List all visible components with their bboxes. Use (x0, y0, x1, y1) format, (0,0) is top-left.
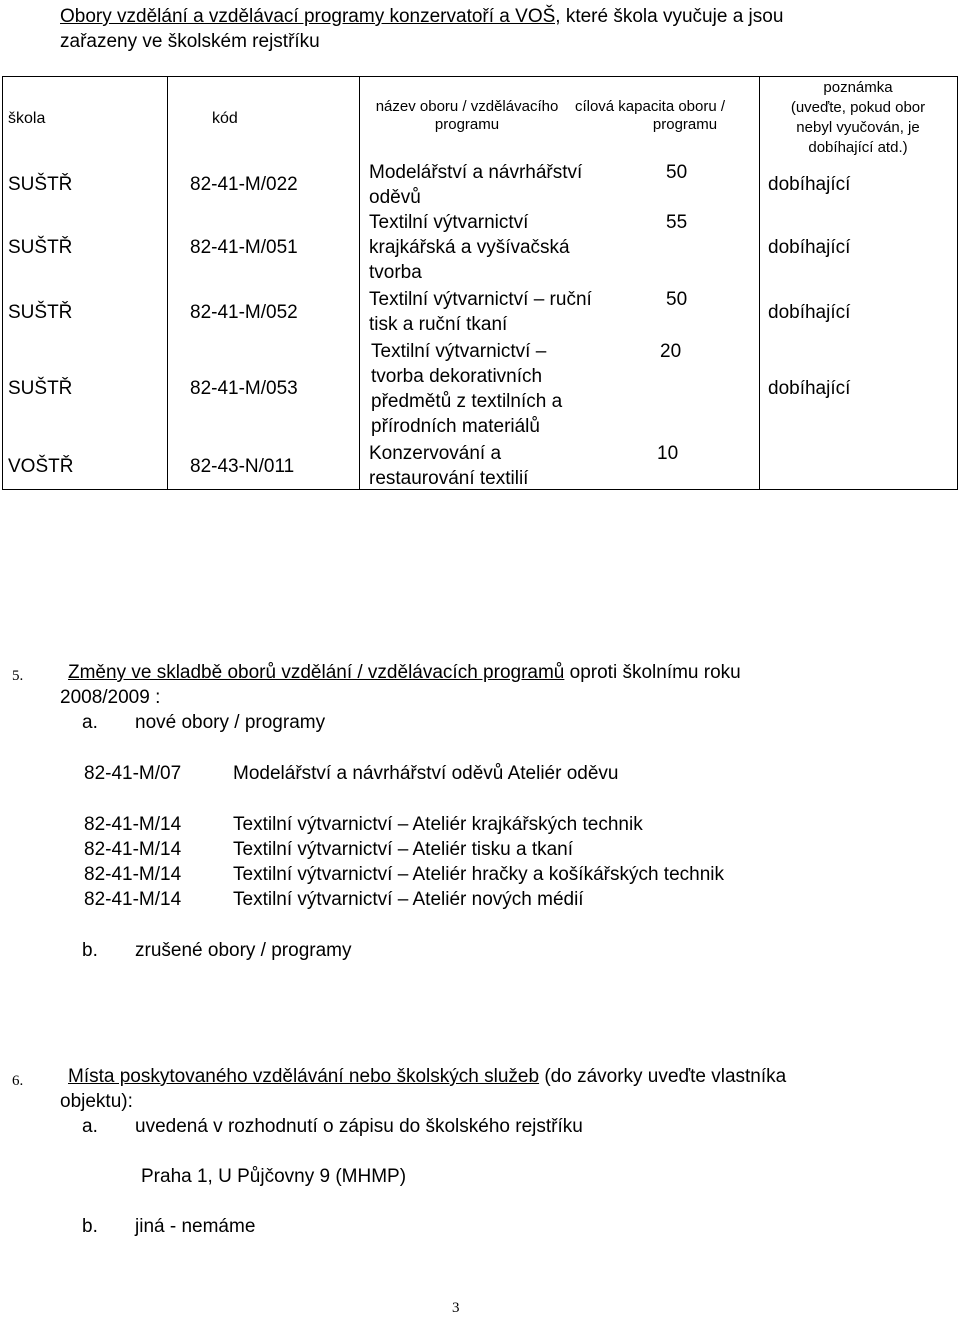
row5-school: VOŠTŘ (8, 456, 74, 477)
header-capacity: cílová kapacita oboru / programu (574, 98, 726, 133)
heading-line2: zařazeny ve školském rejstříku (60, 31, 320, 52)
row3-code: 82-41-M/052 (190, 302, 298, 323)
header-code: kód (212, 110, 238, 127)
section6-address: Praha 1, U Půjčovny 9 (MHMP) (141, 1166, 407, 1187)
header-note: poznámka (uveďte, pokud obor nebyl vyučován, je dobíhající atd.) (790, 79, 926, 156)
section-heading (60, 4, 940, 54)
section5-b: b. zrušené obory / programy (82, 940, 352, 961)
row5-name: Konzervování a restaurování textilií (369, 443, 529, 489)
row3-name: Textilní výtvarnictví – ruční tisk a ruční tkaní (369, 289, 592, 335)
heading-rest: které škola vyučuje a jsou (560, 6, 784, 27)
row5-capacity: 10 (657, 443, 679, 464)
row1-note: dobíhající (768, 174, 851, 195)
new-program-code-4: 82-41-M/14 (84, 864, 182, 885)
new-program-name-3: Textilní výtvarnictví – Ateliér tisku a tkaní (233, 839, 574, 860)
header-name: název oboru / vzdělávacího programu (375, 98, 559, 133)
new-program-code-3: 82-41-M/14 (84, 839, 182, 860)
row5-code: 82-43-N/011 (190, 456, 295, 477)
new-program-name-2: Textilní výtvarnictví – Ateliér krajkářských technik (233, 814, 643, 835)
section6-number: 6. (12, 1073, 24, 1089)
section5-number: 5. (12, 668, 24, 684)
page-number: 3 (452, 1300, 460, 1316)
new-program-code-2: 82-41-M/14 (84, 814, 182, 835)
new-program-name-1: Modelářství a návrhářství oděvů Ateliér oděvu (233, 763, 619, 784)
row2-capacity: 55 (666, 212, 688, 233)
section6-b: b. jiná - nemáme (82, 1216, 256, 1237)
row2-note: dobíhající (768, 237, 851, 258)
row4-school: SUŠTŘ (8, 378, 73, 399)
new-program-name-5: Textilní výtvarnictví – Ateliér nových médií (233, 889, 584, 910)
row2-school: SUŠTŘ (8, 237, 73, 258)
row3-capacity: 50 (666, 289, 688, 310)
row4-code: 82-41-M/053 (190, 378, 298, 399)
programs-table (2, 76, 958, 490)
row1-capacity: 50 (666, 162, 688, 183)
new-program-code-1: 82-41-M/07 (84, 763, 182, 784)
row1-name: Modelářství a návrhářství oděvů (369, 162, 583, 208)
row4-name: Textilní výtvarnictví – tvorba dekorativních předmětů z textilních a přírodních materiálů (371, 341, 563, 437)
section5-a: a. nové obory / programy (82, 712, 326, 733)
row4-note: dobíhající (768, 378, 851, 399)
row3-school: SUŠTŘ (8, 302, 73, 323)
section6-title: Místa poskytovaného vzdělávání nebo školských služeb (do závorky uveďte vlastníka objektu): (60, 1066, 787, 1112)
row2-code: 82-41-M/051 (190, 237, 298, 258)
new-program-name-4: Textilní výtvarnictví – Ateliér hračky a košíkářských technik (233, 864, 725, 885)
row3-note: dobíhající (768, 302, 851, 323)
section6-a: a. uvedená v rozhodnutí o zápisu do školského rejstříku (82, 1116, 583, 1137)
new-program-code-5: 82-41-M/14 (84, 889, 182, 910)
heading-underlined: Obory vzdělání a vzdělávací programy konzervatoří a VOŠ, (60, 6, 561, 27)
header-school: škola (8, 110, 46, 127)
row1-school: SUŠTŘ (8, 174, 73, 195)
section5-title: Změny ve skladbě oborů vzdělání / vzdělávacích programů oproti školnímu roku 2008/2009 : (60, 662, 741, 708)
row2-name: Textilní výtvarnictví krajkářská a vyšívačská tvorba (369, 212, 570, 283)
row1-code: 82-41-M/022 (190, 174, 298, 195)
row4-capacity: 20 (660, 341, 682, 362)
